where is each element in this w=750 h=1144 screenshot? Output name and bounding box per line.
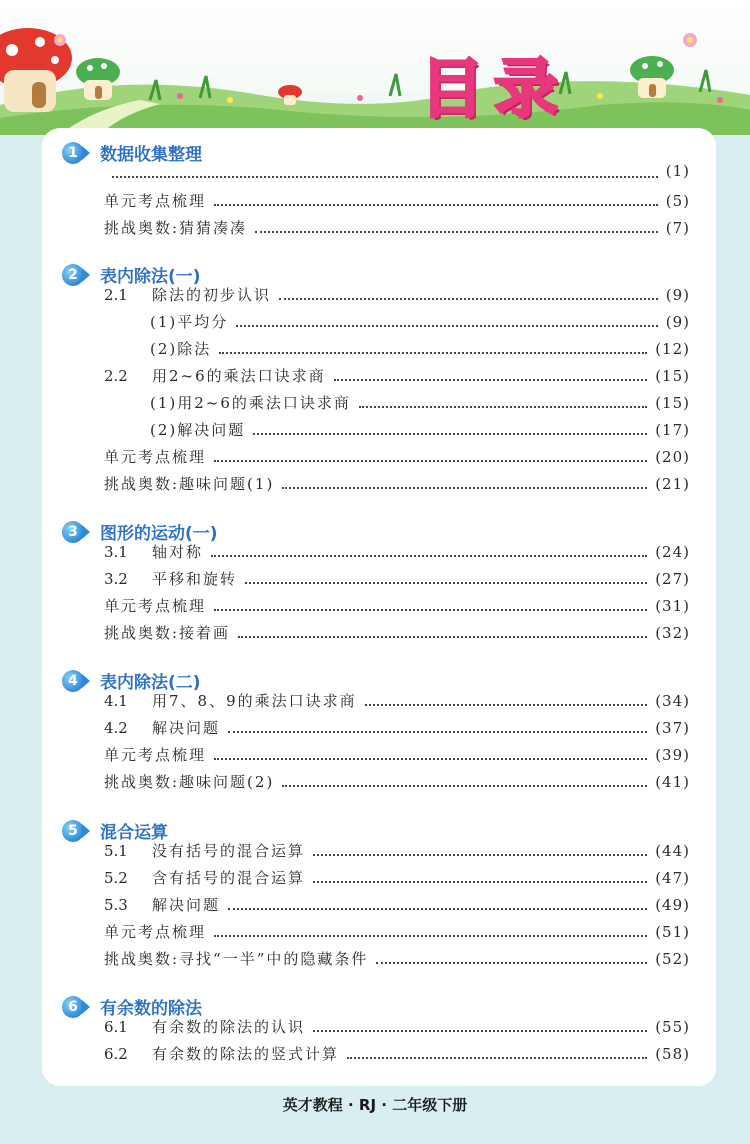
page-number: (49) — [655, 896, 690, 914]
section-number-icon: 4 — [62, 670, 84, 692]
dot-leader — [282, 783, 647, 787]
toc-entry[interactable] — [150, 338, 690, 360]
dot-leader — [255, 229, 658, 233]
entry-title: 单元考点梳理 — [104, 923, 207, 941]
page-number: (41) — [655, 773, 690, 791]
dot-leader — [347, 1055, 647, 1059]
entry-title: 单元考点梳理 — [104, 448, 207, 466]
page-number: (52) — [655, 950, 690, 968]
dot-leader — [245, 580, 647, 584]
dot-leader — [313, 1028, 647, 1032]
entry-title: 有余数的除法的认识 — [152, 1018, 306, 1036]
dot-leader — [214, 458, 647, 462]
section-number-icon: 6 — [62, 996, 84, 1018]
toc-entry[interactable] — [104, 840, 690, 862]
entry-title: 解决问题 — [152, 719, 221, 737]
entry-number: 6.2 — [104, 1045, 128, 1063]
toc-entry[interactable] — [104, 284, 690, 306]
page-number: (15) — [655, 394, 690, 412]
section-number-icon: 5 — [62, 820, 84, 842]
toc-entry[interactable] — [104, 568, 690, 590]
toc-entry[interactable] — [104, 771, 690, 793]
page-number: (51) — [655, 923, 690, 941]
page-number: (21) — [655, 475, 690, 493]
entry-number: 5.1 — [104, 842, 128, 860]
entry-number: 3.1 — [104, 543, 128, 561]
page-number: (58) — [655, 1045, 690, 1063]
entry-title: (1)平均分 — [150, 313, 229, 331]
page-number: (47) — [655, 869, 690, 887]
entry-title: (1)用2~6的乘法口诀求商 — [150, 394, 351, 412]
entry-number: 3.2 — [104, 570, 128, 588]
page-number: (34) — [655, 692, 690, 710]
entry-title: 平移和旋转 — [152, 570, 238, 588]
entry-number: 5.3 — [104, 896, 128, 914]
book-footer: 英才教程 · RJ · 二年级下册 — [282, 1096, 468, 1114]
dot-leader — [238, 634, 647, 638]
page-number: (27) — [655, 570, 690, 588]
dot-leader — [253, 431, 647, 435]
toc-entry[interactable] — [104, 622, 690, 644]
toc-entry[interactable] — [150, 392, 690, 414]
garden-illustration — [0, 0, 750, 135]
entry-number: 6.1 — [104, 1018, 128, 1036]
dot-leader — [359, 404, 647, 408]
page-number: (44) — [655, 842, 690, 860]
dot-leader — [214, 202, 658, 206]
dot-leader — [219, 350, 647, 354]
page-number: (24) — [655, 543, 690, 561]
toc-entry[interactable] — [104, 365, 690, 387]
page-number: (5) — [665, 192, 690, 210]
toc-entry[interactable] — [104, 717, 690, 739]
entry-title: 单元考点梳理 — [104, 746, 207, 764]
section-title: 混合运算 — [100, 823, 168, 843]
dot-leader — [279, 296, 658, 300]
toc-entry[interactable] — [104, 867, 690, 889]
entry-title: 有余数的除法的竖式计算 — [152, 1045, 340, 1063]
toc-entry[interactable] — [104, 162, 690, 184]
entry-title: (2)除法 — [150, 340, 212, 358]
page-number: (39) — [655, 746, 690, 764]
entry-number: 4.2 — [104, 719, 128, 737]
dot-leader — [313, 852, 647, 856]
entry-title: 挑战奥数:趣味问题(2) — [104, 773, 275, 791]
entry-number: 5.2 — [104, 869, 128, 887]
toc-entry[interactable] — [104, 541, 690, 563]
entry-number: 4.1 — [104, 692, 128, 710]
entry-title: 挑战奥数:接着画 — [104, 624, 231, 642]
toc-entry[interactable] — [104, 744, 690, 766]
page-number: (55) — [655, 1018, 690, 1036]
entry-title: 除法的初步认识 — [152, 286, 272, 304]
dot-leader — [214, 756, 647, 760]
entry-title: 轴对称 — [152, 543, 204, 561]
entry-title: 挑战奥数:趣味问题(1) — [104, 475, 275, 493]
dot-leader — [313, 879, 647, 883]
toc-entry[interactable] — [104, 921, 690, 943]
entry-number: 2.2 — [104, 367, 128, 385]
dot-leader — [228, 906, 647, 910]
toc-entry[interactable] — [150, 311, 690, 333]
toc-entry[interactable] — [104, 1043, 690, 1065]
entry-title: 单元考点梳理 — [104, 597, 207, 615]
section-title: 表内除法(一) — [100, 267, 201, 287]
toc-entry[interactable] — [104, 690, 690, 712]
section-title: 数据收集整理 — [100, 145, 202, 165]
page-number: (37) — [655, 719, 690, 737]
page-number: (12) — [655, 340, 690, 358]
entry-title: (2)解决问题 — [150, 421, 246, 439]
dot-leader — [112, 174, 658, 178]
page-number: (17) — [655, 421, 690, 439]
page-title: 目录 — [420, 53, 568, 127]
toc-entry[interactable] — [104, 473, 690, 495]
section-title: 有余数的除法 — [100, 999, 202, 1019]
toc-entry[interactable] — [104, 217, 690, 239]
section-title: 表内除法(二) — [100, 673, 201, 693]
toc-entry[interactable] — [104, 894, 690, 916]
dot-leader — [228, 729, 647, 733]
dot-leader — [334, 377, 648, 381]
entry-title: 挑战奥数:猜猜凑凑 — [104, 219, 248, 237]
entry-title: 挑战奥数:寻找“一半”中的隐藏条件 — [104, 950, 369, 968]
dot-leader — [282, 485, 647, 489]
section-number-icon: 3 — [62, 521, 84, 543]
dot-leader — [236, 323, 658, 327]
entry-title: 用2~6的乘法口诀求商 — [152, 367, 326, 385]
toc-entry[interactable] — [104, 948, 690, 970]
page-number: (9) — [665, 286, 690, 304]
page-number: (20) — [655, 448, 690, 466]
page-number: (15) — [655, 367, 690, 385]
dot-leader — [214, 607, 647, 611]
page-number: (1) — [665, 162, 690, 180]
section-title: 图形的运动(一) — [100, 524, 218, 544]
toc-entry[interactable] — [104, 1016, 690, 1038]
toc-entry[interactable] — [104, 595, 690, 617]
section-number-icon: 2 — [62, 264, 84, 286]
entry-title: 解决问题 — [152, 896, 221, 914]
header-banner — [0, 0, 750, 135]
page-number: (31) — [655, 597, 690, 615]
dot-leader — [211, 553, 647, 557]
entry-title: 用7、8、9的乘法口诀求商 — [152, 692, 357, 710]
toc-entry[interactable] — [104, 190, 690, 212]
page-number: (9) — [665, 313, 690, 331]
dot-leader — [365, 702, 648, 706]
section-number-icon: 1 — [62, 142, 84, 164]
page-number: (32) — [655, 624, 690, 642]
toc-entry[interactable] — [150, 419, 690, 441]
toc-entry[interactable] — [104, 446, 690, 468]
entry-title: 含有括号的混合运算 — [152, 869, 306, 887]
entry-title: 单元考点梳理 — [104, 192, 207, 210]
entry-number: 2.1 — [104, 286, 128, 304]
page-number: (7) — [665, 219, 690, 237]
dot-leader — [376, 960, 647, 964]
dot-leader — [214, 933, 647, 937]
entry-title: 没有括号的混合运算 — [152, 842, 306, 860]
